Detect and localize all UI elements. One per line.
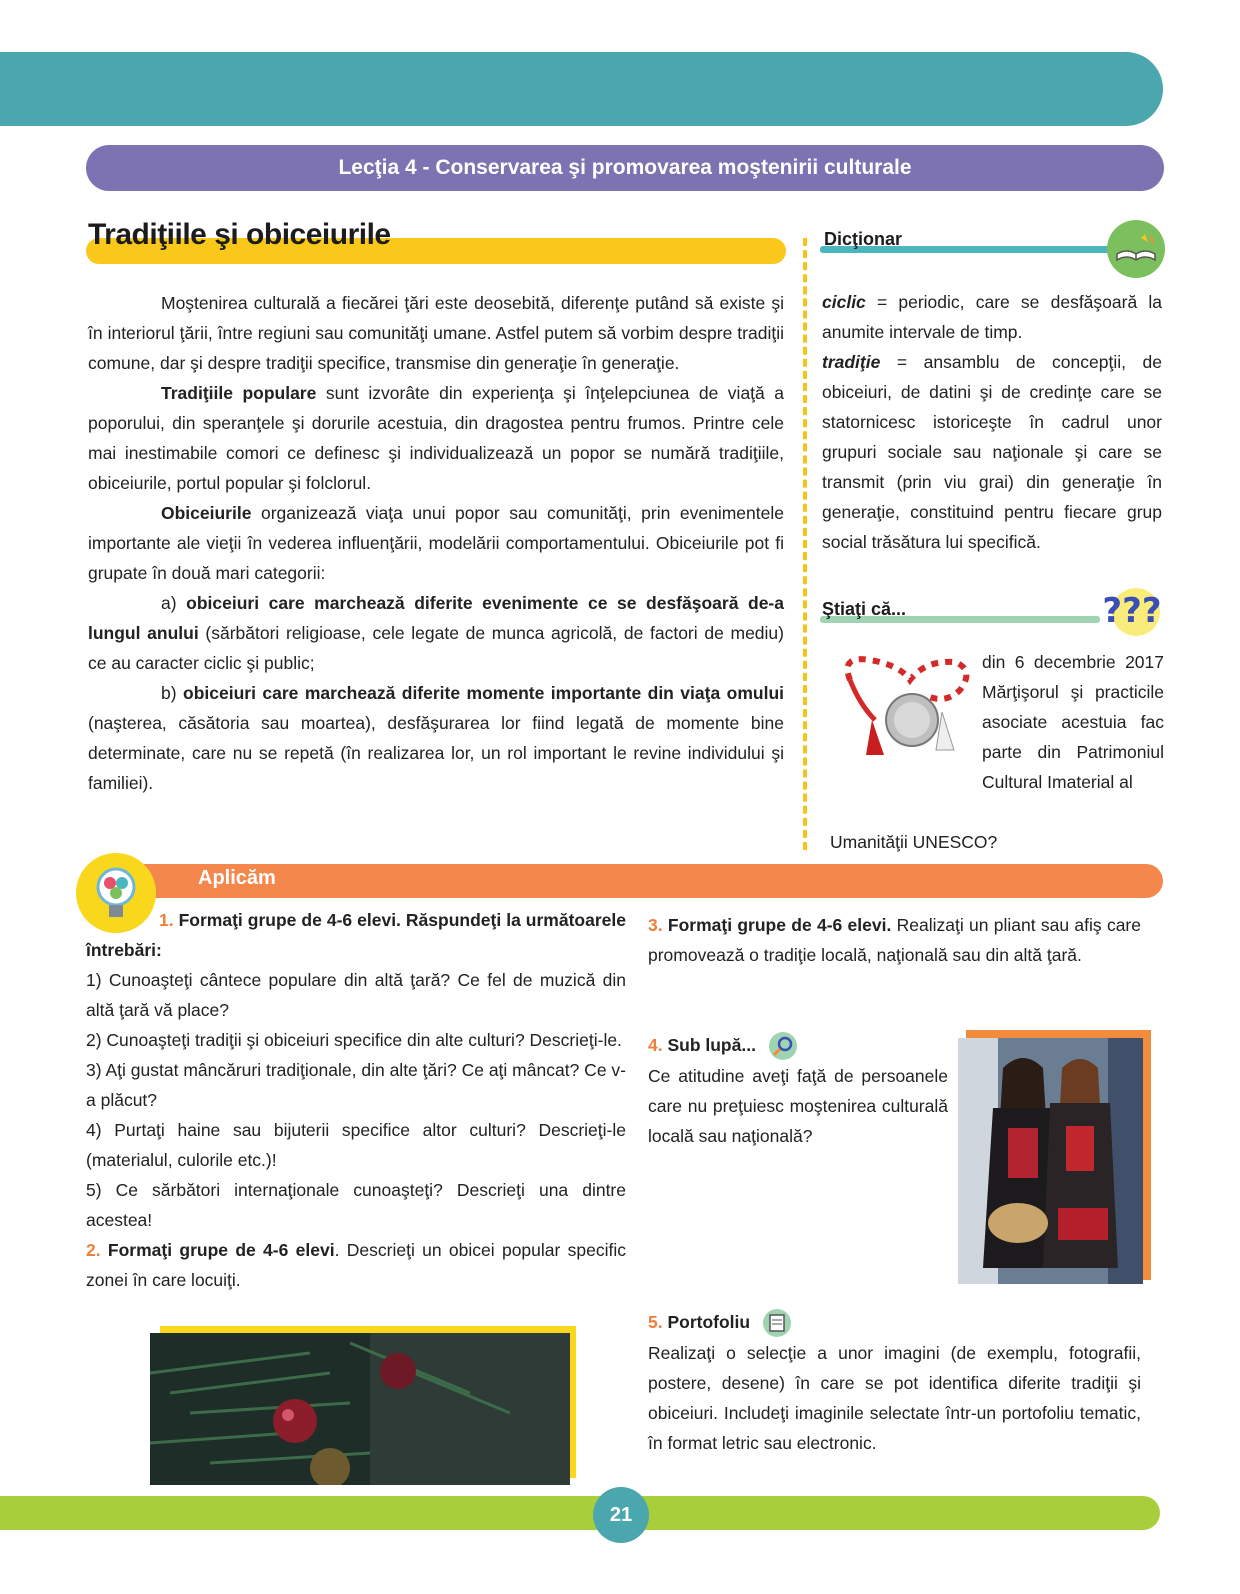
exercise-2 [86,1235,626,1295]
exercise-1-question: 3) Aţi gustat mâncăruri tradiţionale, din alte ţări? Ce aţi mâncat? Ce v-a plăcut? [86,1060,626,1110]
did-you-know-label: Ştiaţi că... [822,599,907,619]
top-decorative-band [0,52,1163,126]
paragraph-customs [88,498,784,588]
exercise-instruction: Portofoliu [662,1312,751,1332]
dictionary-entry [822,347,1162,557]
exercise-4-text: Ce atitudine aveţi faţă de persoanele care nu preţuiesc moştenirea culturală locală sau naţională? [648,1066,948,1147]
exercise-number: 5. [648,1312,663,1332]
did-you-know-text-end: Umanităţii UNESCO? [830,832,998,852]
dictionary-entry [822,287,1162,347]
page-number: 21 [593,1487,649,1543]
exercise-text: Realizaţi un pliant sau afiş care promovează o tradiţie locală, naţională sau din altă ţară. [648,915,1141,965]
exercise-instruction: Formaţi grupe de 4-6 elevi. [662,915,892,935]
bottom-decorative-band [0,1496,1160,1530]
paragraph-category-a [88,588,784,678]
exercise-1-question: 4) Purtaţi haine sau bijuterii specifice altor culturi? Descrieţi-le (materialul, culorile etc.)! [86,1120,626,1170]
did-you-know-text: din 6 decembrie 2017 Mărţişorul şi practicile asociate acestuia fac parte din Patrimoniul Cultural Imaterial al [982,652,1164,792]
list-marker: b) [161,683,184,703]
exercise-text: . Descrieţi un obicei popular specific zonei în care locuiţi. [86,1240,626,1290]
traditional-costume-photo [958,1038,1143,1284]
paragraph-text: (sărbători religioase, cele legate de munca agricolă, de factori de mediu) ce au caracter ciclic şi public; [88,623,784,673]
bold-term: Obiceiurile [161,503,252,523]
dictionary-term: ciclic [822,292,866,312]
question-marks-icon [1096,582,1168,638]
portfolio-icon [755,1308,795,1338]
bold-term: obiceiuri care marchează diferite evenimente ce se desfăşoară de-a lungul anului [88,593,784,643]
section-title: Tradiţiile şi obiceiurile [88,218,391,251]
paragraph-traditions [88,378,784,498]
exercise-3 [648,910,1141,970]
lesson-title-bar [86,145,1164,191]
column-divider [803,238,807,850]
exercise-number: 2. [86,1240,101,1260]
lesson-title: Lecţia 4 - Conservarea şi promovarea moştenirii culturale [338,156,912,179]
exercise-5-text: Realizaţi o selecţie a unor imagini (de exemplu, fotografii, postere, desene) în care se pot identifica diferite tradiţii şi obiceiuri. Includeţi imaginile selectate într-un portofoliu tematic, în format letric sau electronic. [648,1343,1141,1454]
magnifier-icon [761,1031,801,1061]
exercise-number: 4. [648,1035,663,1055]
martisor-illustration [830,650,980,768]
exercise-3-text [648,910,1141,970]
exercise-1-heading [86,905,626,965]
paragraph-intro: Moştenirea culturală a fiecărei ţări este deosebită, diferenţe putând să existe şi în interiorul ţării, între regiuni sau comunităţi umane. Astfel putem să vorbim despre tradiţii comune, dar şi despre tradiţii specifice, transmise din generaţie în generaţie. [88,293,784,373]
exercise-4-heading [648,1030,948,1061]
list-marker: a) [161,593,187,613]
paragraph-category-b [88,678,784,798]
paragraph-text: (naşterea, căsătoria sau moartea), desfăşurarea lor fiind legată de momente bine determinate, care nu se repetă (în realizarea lor, un rol important le revine individului şi familiei). [88,713,784,793]
main-body-text [88,288,784,798]
paragraph-text: sunt izvorâte din experienţa şi înţelepciunea de viaţă a poporului, din speranţele şi dorurile acestuia, din dragostea pentru frumos. Printre cele mai inestimabile comori ce definesc şi individualizează un popor se numără tradiţiile, obiceiurile, portul popular şi folclorul. [88,383,784,493]
exercise-5 [648,1307,1141,1458]
paragraph-text: organizează viaţa unui popor sau comunităţi, prin evenimentele importante ale vieţii în vederea influenţării, modelării comportamentului. Obiceiurile pot fi grupate în două mari categorii: [88,503,784,583]
exercise-instruction: Formaţi grupe de 4-6 elevi. Răspundeţi la următoarele întrebări: [86,910,626,960]
exercise-number: 3. [648,915,663,935]
dictionary-definition: = periodic, care se desfăşoară la anumite intervale de timp. [822,292,1162,342]
exercises-left-column [86,905,626,1295]
dictionary-text [822,287,1162,557]
exercise-number: 1. [159,910,174,930]
bold-term: obiceiuri care marchează diferite momente importante din viaţa omului [183,683,784,703]
exercise-1-question: 5) Ce sărbători internaţionale cunoaşteţi? Descrieţi una dintre acestea! [86,1180,626,1230]
question-marks-text: ??? [1102,591,1162,631]
exercise-1-question: 2) Cunoaşteţi tradiţii şi obiceiuri specifice din alte culturi? Descrieţi-le. [86,1030,622,1050]
dictionary-definition: = ansamblu de concepţii, de obiceiuri, de datini şi de credinţe care se statornicesc istoriceşte în cadrul unor grupuri sociale sau naţionale şi care se transmit (prin viu grai) din generaţie în generaţie, constituind pentru fiecare grup social trăsătura lui specifică. [822,352,1162,552]
bold-term: Tradiţiile populare [161,383,317,403]
dictionary-term: tradiţie [822,352,881,372]
exercise-4 [648,1030,948,1151]
exercise-1-question: 1) Cunoaşteţi cântece populare din altă ţară? Ce fel de muzică din altă ţară vă place? [86,970,626,1020]
exercise-instruction: Sub lupă... [662,1035,756,1055]
apply-section-label: Aplicăm [198,867,276,889]
open-book-icon [1107,220,1165,278]
dictionary-label: Dicţionar [824,229,903,249]
exercise-5-heading [648,1307,1141,1338]
christmas-tree-photo [150,1333,570,1485]
exercise-instruction: Formaţi grupe de 4-6 elevi [100,1240,335,1260]
